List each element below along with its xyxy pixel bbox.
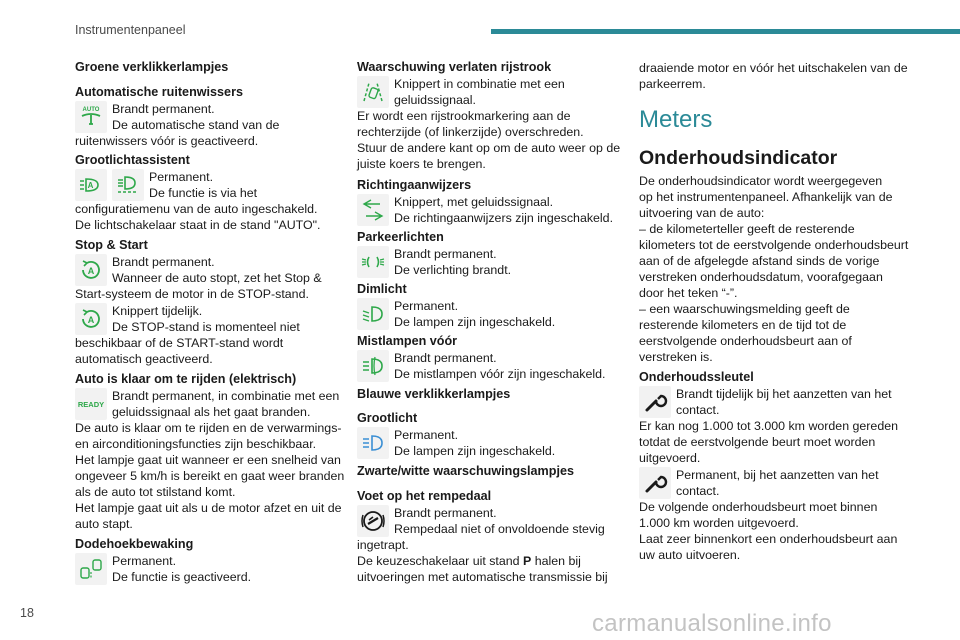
text-line: De functie is via het bbox=[149, 186, 258, 200]
text-line: – de kilometerteller geeft de resterende bbox=[639, 222, 855, 236]
blind-spot-icon bbox=[75, 553, 107, 585]
service-key-title: Onderhoudssleutel bbox=[639, 370, 754, 384]
meters-heading: Meters bbox=[639, 106, 713, 133]
front-fog-icon bbox=[357, 350, 389, 382]
ready-icon bbox=[75, 388, 107, 420]
blind-spot-title: Dodehoekbewaking bbox=[75, 537, 194, 551]
text-line: Brandt permanent. bbox=[112, 255, 215, 269]
parking-lights-icon bbox=[357, 246, 389, 278]
text-line: ongeveer 5 km/h is bereikt en gaat weer branden bbox=[75, 469, 345, 483]
text-line: De lampen zijn ingeschakeld. bbox=[394, 444, 556, 458]
text-line: uitvoering van de auto: bbox=[639, 206, 765, 220]
service-key-text-a2 bbox=[639, 418, 898, 466]
brake-title: Voet op het rempedaal bbox=[357, 489, 492, 503]
highbeam-assist-auto-icon bbox=[75, 169, 107, 201]
text-line: – een waarschuwingsmelding geeft de bbox=[639, 302, 850, 316]
text-line: Brandt tijdelijk bij het aanzetten van het bbox=[676, 387, 892, 401]
text-line: Rempedaal niet of onvoldoende stevig bbox=[394, 522, 605, 536]
stop-start-flash-icon bbox=[75, 303, 107, 335]
text-line: draaiende motor en vóór het uitschakelen van de bbox=[639, 61, 908, 75]
brake-text-b bbox=[357, 537, 608, 585]
dipped-title: Dimlicht bbox=[357, 282, 407, 296]
lane-departure-icon bbox=[357, 76, 389, 108]
section-title-bw: Zwarte/witte waarschuwingslampjes bbox=[357, 464, 574, 478]
highbeam-assist-icon bbox=[112, 169, 144, 201]
stop-start-icon bbox=[75, 254, 107, 286]
text-line: De verlichting brandt. bbox=[394, 263, 512, 277]
continued-text bbox=[639, 60, 908, 92]
brake-text-a bbox=[394, 505, 605, 537]
text-line: Brandt permanent. bbox=[394, 351, 497, 365]
text-line: Brandt permanent, in combinatie met een bbox=[112, 389, 340, 403]
text-line: 1.000 km worden uitgevoerd. bbox=[639, 516, 799, 530]
text-line: Brandt permanent. bbox=[112, 102, 215, 116]
text-line: De auto is klaar om te rijden en de verwarmings- bbox=[75, 421, 342, 435]
text-line: uitvoeringen met automatische transmissie bij bbox=[357, 570, 608, 584]
header-bar bbox=[491, 29, 960, 34]
indicators-icon bbox=[357, 194, 389, 226]
lane-title: Waarschuwing verlaten rijstrook bbox=[357, 60, 552, 74]
svg-text:A: A bbox=[87, 181, 94, 190]
wipers-title: Automatische ruitenwissers bbox=[75, 85, 243, 99]
lane-text-b bbox=[357, 108, 620, 172]
text-line: Het lampje gaat uit als u de motor afzet en uit de bbox=[75, 501, 342, 515]
text-fragment: De keuzeschakelaar uit stand bbox=[357, 554, 523, 568]
text-line: Stuur de andere kant op om de auto weer op de bbox=[357, 141, 621, 155]
parking-text bbox=[394, 246, 511, 278]
main-beam-icon bbox=[357, 427, 389, 459]
header-title: Instrumentenpaneel bbox=[75, 23, 186, 37]
watermark: carmanualsonline.info bbox=[592, 610, 832, 637]
text-line: De lampen zijn ingeschakeld. bbox=[394, 315, 556, 329]
dipped-beam-icon bbox=[357, 298, 389, 330]
text-line: parkeerrem. bbox=[639, 77, 706, 91]
text-line: De richtingaanwijzers zijn ingeschakeld. bbox=[394, 211, 614, 225]
text-line: Brandt permanent. bbox=[394, 506, 497, 520]
text-line: De STOP-stand is momenteel niet bbox=[112, 320, 300, 334]
text-line: eerstvolgende onderhoudsbeurt aan of bbox=[639, 334, 852, 348]
stop-start-text-b bbox=[112, 303, 300, 335]
text-line: totdat de eerstvolgende beurt moet worden bbox=[639, 435, 876, 449]
stop-start-text-a2 bbox=[75, 286, 309, 302]
page-number: 18 bbox=[20, 606, 34, 620]
text-line: uw auto uitvoeren. bbox=[639, 548, 741, 562]
text-line: Er wordt een rijstrookmarkering aan de bbox=[357, 109, 571, 123]
text-line: Start-systeem de motor in de STOP-stand. bbox=[75, 287, 309, 301]
text-line: resterende kilometers en de tijd tot de bbox=[639, 318, 847, 332]
text-line: Het lampje gaat uit wanneer er een snelheid van bbox=[75, 453, 341, 467]
indicators-title: Richtingaanwijzers bbox=[357, 178, 472, 192]
text-line: Knippert in combinatie met een bbox=[394, 77, 565, 91]
text-line: automatisch geactiveerd. bbox=[75, 352, 213, 366]
text-line: Er kan nog 1.000 tot 3.000 km worden gereden bbox=[639, 419, 898, 433]
service-key-text-b2 bbox=[639, 499, 897, 563]
text-line: De mistlampen vóór zijn ingeschakeld. bbox=[394, 367, 606, 381]
fog-text bbox=[394, 350, 605, 382]
text-line: Wanneer de auto stopt, zet het Stop & bbox=[112, 271, 322, 285]
text-line: ingetrapt. bbox=[357, 538, 409, 552]
ready-title: Auto is klaar om te rijden (elektrisch) bbox=[75, 372, 297, 386]
text-line: Knippert tijdelijk. bbox=[112, 304, 203, 318]
wrench-icon bbox=[639, 467, 671, 499]
text-line: door het teken “-”. bbox=[639, 286, 738, 300]
text-line: geluidssignaal. bbox=[394, 93, 476, 107]
wrench-icon bbox=[639, 386, 671, 418]
parking-title: Parkeerlichten bbox=[357, 230, 444, 244]
svg-text:AUTO: AUTO bbox=[82, 107, 100, 113]
text-line: Permanent. bbox=[149, 170, 214, 184]
text-line bbox=[357, 553, 608, 569]
wipers-text-a bbox=[112, 101, 279, 133]
text-line: geluidssignaal als het gaat branden. bbox=[112, 405, 311, 419]
section-title-blue: Blauwe verklikkerlampjes bbox=[357, 387, 511, 401]
brake-pedal-icon bbox=[357, 505, 389, 537]
stop-start-title: Stop & Start bbox=[75, 238, 148, 252]
text-line: Permanent. bbox=[112, 554, 177, 568]
text-line: De automatische stand van de bbox=[112, 118, 280, 132]
text-line: Permanent, bij het aanzetten van het bbox=[676, 468, 879, 482]
service-description bbox=[639, 173, 908, 365]
text-line: De volgende onderhoudsbeurt moet binnen bbox=[639, 500, 878, 514]
ready-text-a bbox=[112, 388, 339, 420]
service-indicator-heading: Onderhoudsindicator bbox=[639, 147, 838, 169]
service-key-text-a bbox=[676, 386, 892, 418]
indicators-text bbox=[394, 194, 613, 226]
text-line: contact. bbox=[676, 403, 720, 417]
text-line: als de auto tot stilstand komt. bbox=[75, 485, 236, 499]
text-line: Permanent. bbox=[394, 299, 459, 313]
text-line: juiste koers te brengen. bbox=[357, 157, 486, 171]
section-title-green: Groene verklikkerlampjes bbox=[75, 60, 229, 74]
text-line: Brandt permanent. bbox=[394, 247, 497, 261]
svg-text:A: A bbox=[87, 266, 95, 276]
highbeam-assist-title: Grootlichtassistent bbox=[75, 153, 190, 167]
ready-text-b bbox=[75, 420, 344, 532]
text-line: De functie is geactiveerd. bbox=[112, 570, 252, 584]
text-line: De onderhoudsindicator wordt weergegeven bbox=[639, 174, 883, 188]
text-line: auto stapt. bbox=[75, 517, 133, 531]
text-line: De lichtschakelaar staat in de stand "AUTO". bbox=[75, 218, 321, 232]
text-line: configuratiemenu van de auto ingeschakeld. bbox=[75, 202, 318, 216]
blind-spot-text bbox=[112, 553, 251, 585]
main-beam-title: Grootlicht bbox=[357, 411, 418, 425]
text-line: Knippert, met geluidssignaal. bbox=[394, 195, 554, 209]
text-line: rechterzijde (of linkerzijde) overschreden. bbox=[357, 125, 584, 139]
text-line: Laat zeer binnenkort een onderhoudsbeurt aan bbox=[639, 532, 898, 546]
text-line: verstreken onderhoudsdatum, voorafgegaan bbox=[639, 270, 883, 284]
auto-wiper-icon bbox=[75, 101, 107, 133]
text-line: uitgevoerd. bbox=[639, 451, 701, 465]
fog-title: Mistlampen vóór bbox=[357, 334, 458, 348]
wipers-text-b bbox=[75, 133, 258, 149]
text-line: verstreken is. bbox=[639, 350, 713, 364]
text-line: beschikbaar of de START-stand wordt bbox=[75, 336, 284, 350]
dipped-text bbox=[394, 298, 555, 330]
highbeam-assist-text-b bbox=[75, 201, 320, 233]
svg-text:A: A bbox=[87, 315, 95, 325]
svg-text:READY: READY bbox=[78, 400, 104, 409]
text-fragment: halen bij bbox=[531, 554, 581, 568]
highbeam-assist-text-a bbox=[149, 169, 257, 201]
text-line: kilometers tot de eerstvolgende onderhoudsbeurt bbox=[639, 238, 909, 252]
text-line: en airconditioningsfuncties zijn beschikbaar. bbox=[75, 437, 317, 451]
stop-start-text-b2 bbox=[75, 335, 283, 367]
text-line: ruitenwissers vóór is geactiveerd. bbox=[75, 134, 259, 148]
text-line: aan of de afgelegde afstand sinds de vorige bbox=[639, 254, 880, 268]
text-line: contact. bbox=[676, 484, 720, 498]
text-line: op het instrumentenpaneel. Afhankelijk van de bbox=[639, 190, 893, 204]
lane-text-a bbox=[394, 76, 565, 108]
stop-start-text-a bbox=[112, 254, 322, 286]
service-key-text-b bbox=[676, 467, 879, 499]
text-line: Permanent. bbox=[394, 428, 459, 442]
bold-p: P bbox=[523, 554, 532, 568]
main-beam-text bbox=[394, 427, 555, 459]
